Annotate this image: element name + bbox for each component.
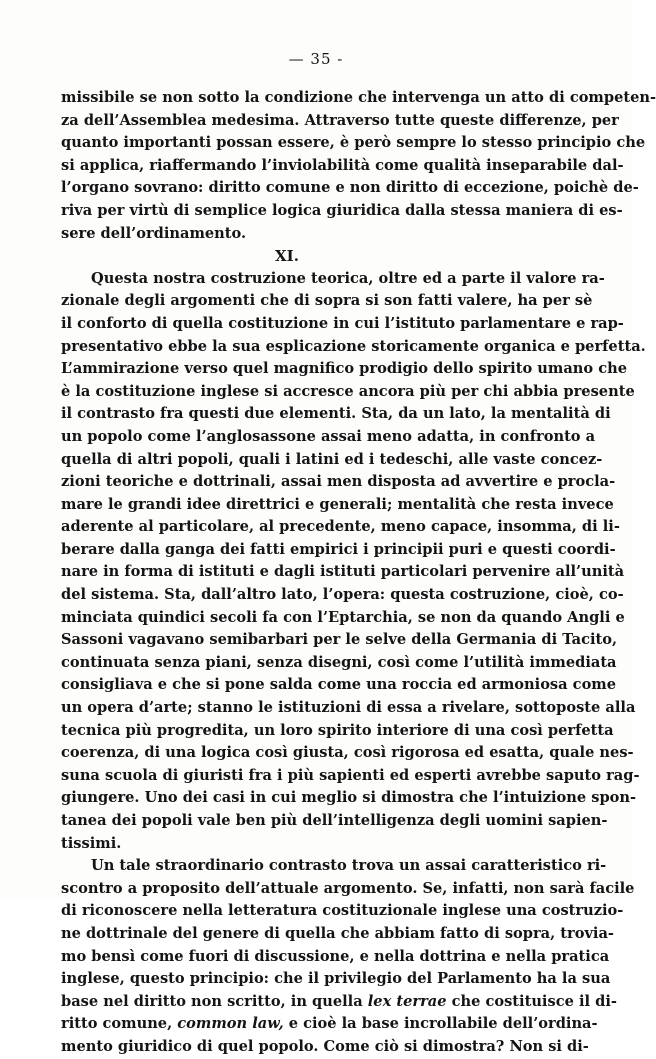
text-line: nare in forma di istituti e dagli istituti particolari pervenire all’unità [61, 563, 625, 581]
text-run: che costituisce il di- [446, 992, 617, 1010]
text-line: za dell’Assemblea medesima. Attraverso tutte queste differenze, per [61, 111, 619, 129]
text-line: mare le grandi idee direttrici e generali; mentalità che resta invece [61, 495, 614, 513]
text-line: aderente al particolare, al precedente, meno capace, insomma, di li- [61, 518, 620, 536]
text-line: il conforto di quella costituzione in cui l’istituto parlamentare e rap- [61, 314, 624, 332]
text-line: Sassoni vagavano semibarbari per le selve della Germania di Tacito, [61, 631, 618, 649]
text-line: continuata senza piani, senza disegni, così come l’utilità immediata [61, 653, 617, 671]
latin-term: lex terrae [367, 992, 447, 1010]
text-line: un popolo come l’anglosassone assai meno adatta, in confronto a [61, 427, 596, 445]
paragraph-straordinario-contrasto [61, 855, 635, 1058]
text-line: tanea dei popoli vale ben più dell’intelligenza degli uomini sapien- [61, 812, 608, 829]
text-line: ne dottrinale del genere di quella che abbiam fatto di sopra, trovia- [61, 924, 614, 942]
text-line: consigliava e che si pone salda come una roccia ed armoniosa come [61, 676, 617, 694]
text-line: sere dell’ordinamento. [61, 224, 247, 242]
page-body [61, 87, 656, 1059]
text-line: zioni teoriche e dottrinali, assai men disposta ad avvertire e procla- [61, 473, 616, 491]
text-line: berare dalla ganga dei fatti empirici i principii puri e questi coordi- [61, 540, 616, 558]
text-run: ritto comune, [61, 1015, 178, 1033]
text-line: scontro a proposito dell’attuale argomento. Se, infatti, non sarà facile [61, 879, 635, 897]
text-line: zionale degli argomenti che di sopra si son fatti valere, ha per sè [61, 292, 593, 310]
text-line: è la costituzione inglese si accresce ancora più per chi abbia presente [61, 382, 635, 400]
text-line-common-law [61, 1013, 598, 1036]
text-line: presentativo ebbe la sua esplicazione storicamente organica e perfetta. [61, 337, 646, 355]
text-line: riva per virtù di semplice logica giuridica dalla stessa maniera di es- [61, 201, 623, 219]
text-line: tissimi. [61, 834, 122, 852]
text-run: base nel diritto non scritto, in quella [61, 992, 368, 1010]
text-line: un opera d’arte; stanno le istituzioni di essa a rivelare, sottoposte alla [61, 699, 636, 717]
text-line-lex-terrae [61, 991, 617, 1014]
text-line: mo bensì come fuori di discussione, e nella dottrina e nella pratica [61, 947, 610, 965]
text-line: il contrasto fra questi due elementi. Sta, da un lato, la mentalità di [61, 405, 611, 423]
text-line: di riconoscere nella letteratura costituzionale inglese una costruzio- [61, 902, 624, 920]
opening-paragraph [61, 87, 656, 245]
english-term: common law, [177, 1015, 284, 1033]
page-number: — 35 - [288, 50, 344, 68]
text-line: missibile se non sotto la condizione che intervenga un atto di competen- [61, 89, 656, 106]
text-line: coerenza, di una logica così giusta, così rigorosa ed esatta, quale nes- [61, 744, 634, 762]
text-line: tecnica più progredita, un loro spirito interiore di una così perfetta [61, 721, 614, 739]
text-line: giungere. Uno dei casi in cui meglio si dimostra che l’intuizione spon- [61, 789, 637, 807]
text-line: quanto importanti possan essere, è però sempre lo stesso principio che [61, 134, 646, 152]
text-line: inglese, questo principio: che il privilegio del Parlamento ha la sua [61, 970, 611, 988]
text-line: Questa nostra costruzione teorica, oltre ed a parte il valore ra- [91, 269, 605, 287]
text-line: Un tale straordinario contrasto trova un assai caratteristico ri- [91, 857, 607, 875]
text-run: e cioè la base incrollabile dell’ordina- [283, 1015, 598, 1033]
text-line: l’organo sovrano: diritto comune e non diritto di eccezione, poichè de- [61, 179, 639, 197]
text-line: L’ammirazione verso quel magnifico prodigio dello spirito umano che [61, 360, 627, 378]
text-line: suna scuola di giuristi fra i più sapienti ed esperti avrebbe saputo rag- [61, 766, 640, 784]
text-line: minciata quindici secoli fa con l’Eptarchia, se non da quando Angli e [61, 608, 625, 626]
text-line: quella di altri popoli, quali i latini ed i tedeschi, alle vaste concez- [61, 450, 603, 468]
section-heading: XI. [275, 247, 299, 266]
text-line: si applica, riaffermando l’inviolabilità come qualità inseparabile dal- [61, 156, 624, 174]
paragraph-costruzione-teorica [61, 268, 646, 855]
text-line: mento giuridico di quel popolo. Come ciò si dimostra? Non si di- [61, 1037, 589, 1055]
text-line: del sistema. Sta, dall’altro lato, l’opera: questa costruzione, cioè, co- [61, 586, 624, 604]
